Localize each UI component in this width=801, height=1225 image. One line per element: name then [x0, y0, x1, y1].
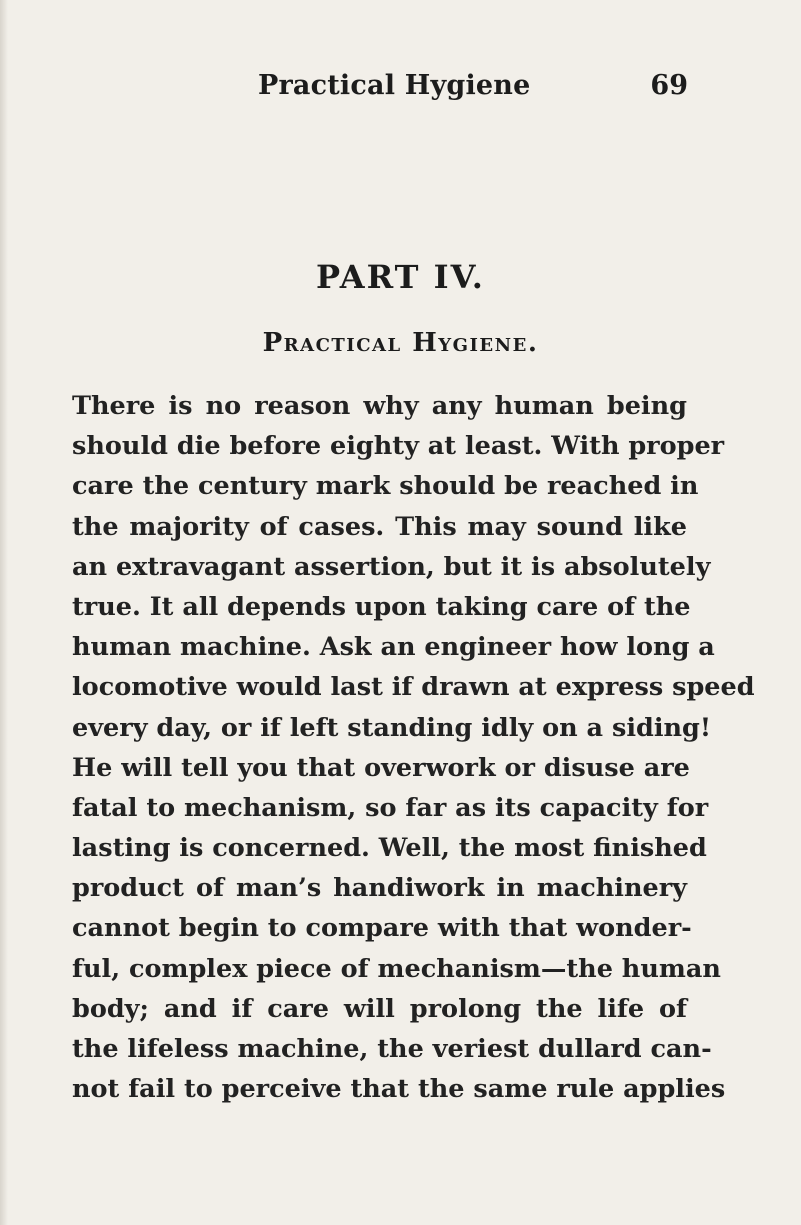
text-line: ful, complex piece of mechanism—the human: [72, 953, 721, 984]
text-line: He will tell you that overwork or disuse are: [72, 752, 690, 783]
text-line: care the century mark should be reached in: [72, 471, 699, 502]
text-line: the majority of cases. This may sound like: [72, 511, 687, 542]
text-line: the lifeless machine, the veriest dullard can-: [72, 1034, 712, 1064]
text-line: lasting is concerned. Well, the most finished: [72, 833, 707, 864]
gutter-shadow: [0, 0, 8, 1225]
running-head: [258, 70, 688, 110]
text-line: an extravagant assertion, but it is absolutely: [72, 551, 711, 582]
text-line: cannot begin to compare with that wonder-: [72, 913, 692, 944]
text-line: There is no reason why any human being: [72, 391, 687, 421]
text-line: body; and if care will prolong the life of: [72, 993, 687, 1024]
part-heading: PART IV.: [316, 258, 485, 296]
text-line: should die before eighty at least. With proper: [72, 431, 725, 462]
text-line: product of man’s handiwork in machinery: [72, 873, 687, 904]
body-paragraph: [72, 386, 755, 1109]
section-heading: Practical Hygiene.: [262, 328, 539, 358]
text-line: human machine. Ask an engineer how long a: [72, 632, 715, 663]
page-number: 69: [650, 70, 688, 101]
text-line: not fail to perceive that the same rule applies: [72, 1074, 726, 1105]
text-line: true. It all depends upon taking care of the: [72, 591, 691, 622]
text-line: locomotive would last if drawn at express speed: [72, 672, 755, 703]
text-line: fatal to mechanism, so far as its capacity for: [72, 792, 709, 823]
running-title: Practical Hygiene: [258, 70, 531, 101]
text-line: every day, or if left standing idly on a siding!: [72, 712, 712, 743]
